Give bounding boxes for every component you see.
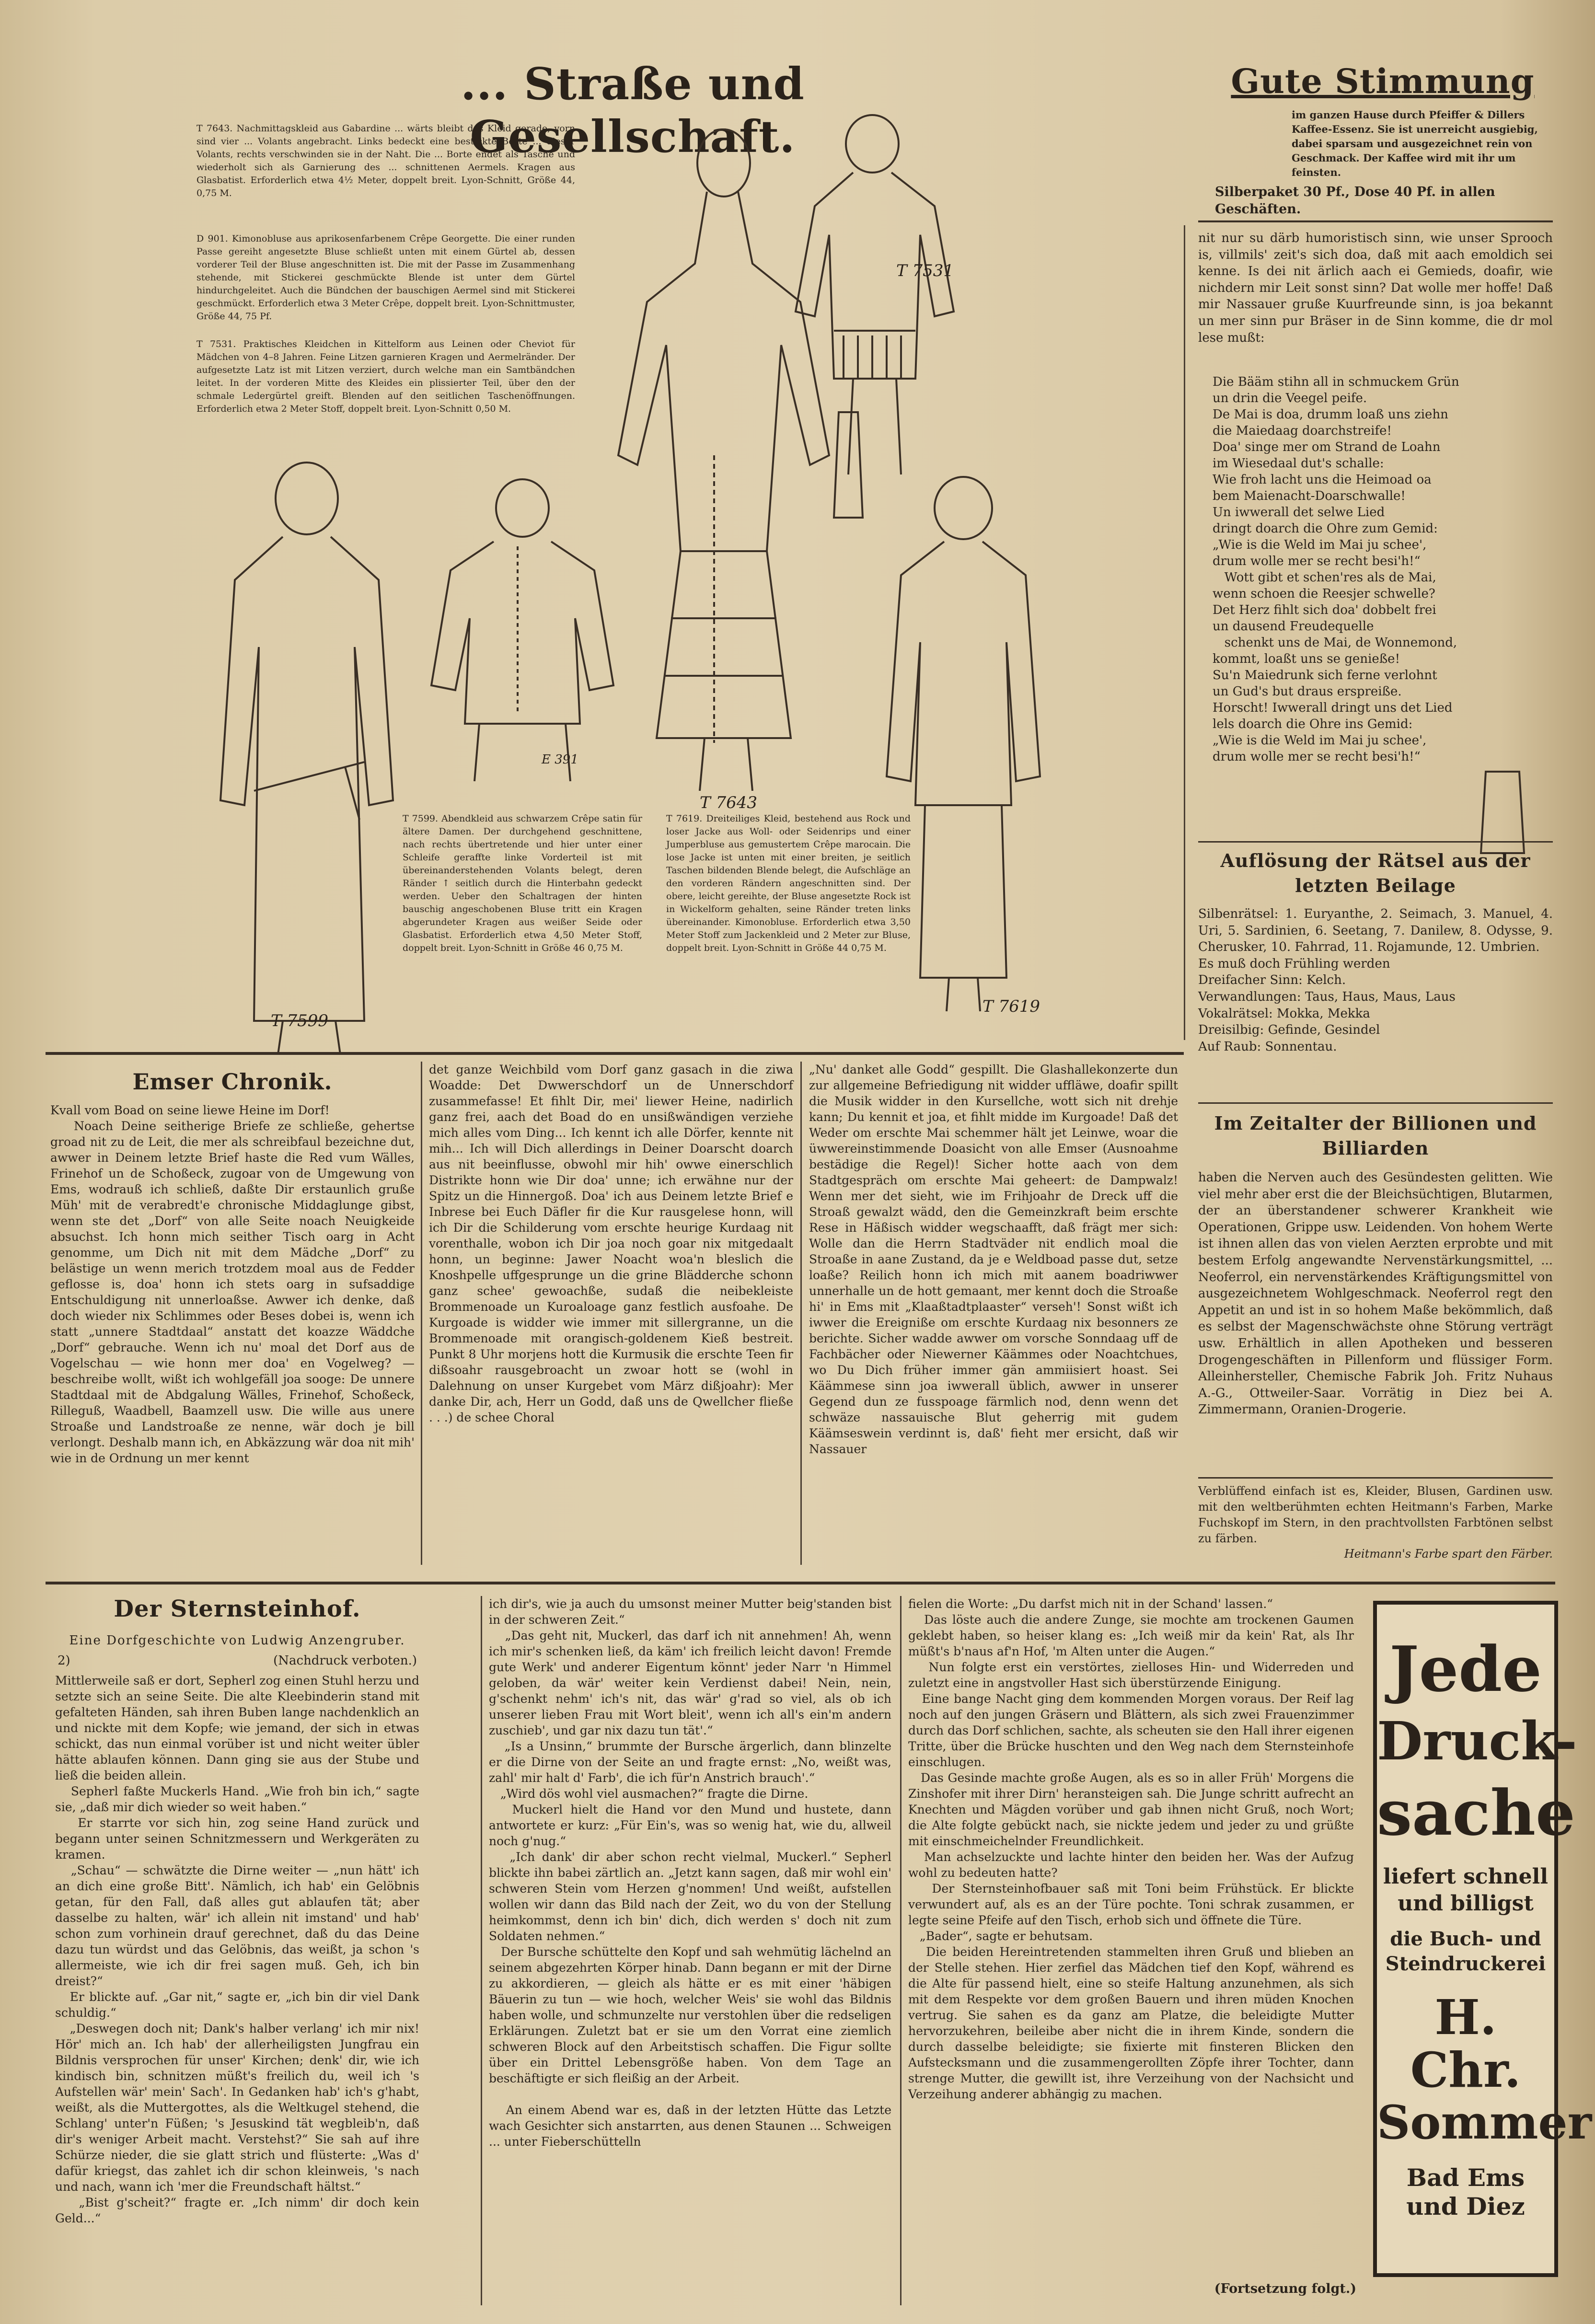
fashion-label-t7599: T 7599 (271, 1011, 329, 1030)
ad-druck-hchr: H. Chr. (1410, 1989, 1521, 2098)
ad-druck-liefert: liefert schnell und billigst (1383, 1864, 1549, 1916)
emser-chronik-heading: Emser Chronik. (132, 1069, 333, 1095)
fashion-caption-d901: D 901. Kimonobluse aus aprikosenfarbenem Crêpe Georgette. Die einer runden Passe gereiht angesetzte Bluse schließt unten mit einem Gürtel ab, dessen vorderer Teil der Bluse angeschnitten ist. Die mit der Passe im Zusammenhang stehende, mit Stickerei geschmückte Blende ist unter dem Gürtel hindurchgeleitet. Auch die Bündchen der bauschigen Aermel sind mit Stickerei geschmückt. Erforderlich etwa 3 Meter Crêpe, doppelt breit. Lyon-Schnittmuster, Größe 44, 75 Pf. (196, 233, 575, 322)
ad-druck-orte: Bad Ems und Diez (1406, 2163, 1525, 2220)
fashion-figure-t7619 (867, 470, 1059, 1021)
ad-kaffee-divider (1198, 220, 1553, 222)
sternsteinhof-col2: ich dir's, wie ja auch du umsonst meiner Mutter beig'standen bist in der schweren Zeit.“ „Das geht nit, Muckerl, das darf ich nit annehmen! Ah, wenn ich mir's schenken ließ, da käm' ich freilich leicht davon! Fremde gute Werk' und anderer Eigentum könnt' jeder Narr 'n Himmel geloben, da wär' weiter kein Verdienst dabei! Nein, nein, g'schenkt nehm' ich's nit, das wär' g'rad so viel, als ob ich unserer lieben Frau mit Wort bleit', wenn ich all's ein'm andern zuschieb', und gar nix dazu tun tät'.“ „Is a Unsinn,“ brummte der Bursche ärgerlich, dann blinzelte er die Dirne von der Seite an und fragte ernst: „No, weißt was, zahl' mir halt d' Farb', die ich für'n Anstrich brauch'.“ „Wird dös wohl viel ausmachen?“ fragte die Dirne. Muckerl hielt die Hand vor den Mund und hustete, dann antwortete er kurz: „Für Ein's, was so wenig hat, wie du, allweil noch g'nug.“ „Ich dank' dir aber schon recht vielmal, Muckerl.“ Sepherl blickte ihn babei zärtlich an. „Jetzt kann sagen, daß mir wohl ein' schweren Stein vom Herzen g'nommen! Und weißt, aufstellen wollen wir dann das Bild nach der Zeit, wo du von der Stellung heimkommst, denn ich bin' dich, dich werden s' doch nit zum Soldaten nehmen.“ Der Bursche schüttelte den Kopf und sah wehmütig lächelnd an seinem abgezehrten Körper hinab. Dann begann er mit der Dirne zu akkordieren, — gleich als hätte er es mit einer 'häbigen Bäuerin zu tun — wie hoch, welcher Weis' sie wohl das Bildnis haben wolle, und schmunzelte nur verstohlen über die redseligen Erklärungen. Zuletzt bat er sie um den Vorrat eine ziemlich schweren Block auf den Arbeitstisch schaffen. Die Figur sollte über ein Drittel Lebensgröße haben. Von dem Tage an beschäftigte er sich fleißig an der Arbeit. An einem Abend war es, daß in der letzten Hütte das Letzte wach Gesichter sich anstarrten, aus denen Staunen ... Schweigen ... unter Fieberschüttelln (489, 1597, 892, 2149)
heitmann-tag: Heitmann's Farbe spart den Färber. (1344, 1547, 1553, 1561)
dialect-verses: Die Bääm stihn all in schmuckem Grün un drin die Veegel peife. De Mai is doa, drumm loaß uns ziehn die Maiedaag doarchstreife! Doa' singe mer om Strand de Loahn im Wiesedaal dut's schalle: Wie froh lacht uns die Heimoad oa bem Maienacht-Doarschwalle! Un iwwerall det selwe Lied dringt doarch die Ohre zum Gemid: „Wie is die Weld im Mai ju schee', drum wolle mer se recht besi'h!“ Wott gibt et schen'res als de Mai, wenn schoen die Reesjer schwelle? Det Herz fihlt sich doa' dobbelt frei un dausend Freudequelle schenkt uns de Mai, de Wonnemond, kommt, loaßt uns se genieße! Su'n Maiedrunk sich ferne verlohnt un Gud's but draus erspreiße. Horscht! Iwwerall dringt uns det Lied lels doarch die Ohre ins Gemid: „Wie is die Weld im Mai ju schee', drum wolle mer se recht besi'h!“ (1213, 375, 1459, 764)
divider-billionen-notice (1198, 1477, 1553, 1479)
fashion-label-t7643: T 7643 (700, 793, 758, 812)
fashion-caption-t7599: T 7599. Abendkleid aus schwarzem Crêpe satin für ältere Damen. Der durchgehend geschnittene, nach rechts übertretende und hier unter einer Schleife geraffte linke Vorderteil ist mit übereinanderstehenden Volants belegt, deren Ränder ↑ seitlich durch die Hinterbahn gedeckt werden. Ueber den Schaltragen der hinten bauschig angeschobenen Bluse tritt ein Kragen abgerundeter Kragen aus weißer Seide oder Glasbatist. Erforderlich etwa 4,50 Meter Stoff, doppelt breit. Lyon-Schnitt in Größe 46 0,75 M. (403, 813, 642, 953)
column-rule-stern-2 (900, 1596, 902, 2305)
fashion-figure-t7599 (201, 455, 412, 1064)
billionen-body: haben die Nerven auch des Gesündesten gelitten. Wie viel mehr aber erst die der Bleichsüchtigen, Blutarmen, der an überstandener schwerer Krankheit wie Operationen, Grippe usw. Leidenden. Von hohem Werte ist ihnen allen das von vielen Aerzten erprobte und mit bestem Erfolg angewandte Nervenstärkungsmittel, ... Neoferrol, ein nervenstärkendes Kräftigungsmittel von ausgezeichnetem Wohlgeschmack. Neoferrol regt den Appetit an und ist in so hohem Maße bekömmlich, daß es selbst der Magenschwächste ohne Störung verträgt usw. Erhältlich in allen Apotheken und besseren Drogengeschäften in Pillenform und flüssiger Form. Alleinhersteller, Chemische Fabrik Joh. Fritz Nuhaus A.-G., Ottweiler-Saar. Vorrätig in Diez bei A. Zimmermann, Oranien-Drogerie. (1198, 1170, 1557, 1417)
section-title-strasse-gesellschaft: ... Straße und Gesellschaft. (461, 58, 805, 162)
ad-druckerei-sommer (1373, 1601, 1592, 2277)
ad-kaffee-essenz (1215, 60, 1550, 218)
column-rule-stern-1 (481, 1596, 482, 2305)
billionen-heading: Im Zeitalter der Billionen und Billiarden (1214, 1112, 1537, 1159)
ad-druck-buch: die Buch- und Steindruckerei (1385, 1928, 1546, 1975)
emser-chronik-col2: det ganze Weichbild vom Dorf ganz gasach in die ziwa Woadde: Det Dwwerschdorf un de Unnerschdorf zusammefasse! Et fihlt Dir, mei' liewer Heine, nadirlich ganz frei, aach det Boad do en unsißwändigen verziehe mich alles vom Ding... Ich kennt ich alle Dörfer, kennte nit mih... Ich will Dich allerdings in Deiner Doarscht doarch aus nit beeinflusse, obwohl mir hih' owwe einerschlich Distrikte honn wie Dir doa' unne; ich erwähne nur der Spitz un die Hinnergoß. Doa' ich aus Deinem letzte Brief e Inbrese bei Euch Däfler fir die Kur rausgelese honn, will ich Dir die Schilderung vom erschte heurige Kurdaag nit vorenthalle, wobon ich Dir joa noch goar nix mitgedaalt honn, un beginne: Jawer Noacht woa'n bleslich die Knoshpelle uffgesprunge un die grine Blädderche schonn ganz schee' gewoachße, sudaß die neibekleiste Brommenoade un Kuroaloage ganz festlich ausfoahe. De Kurgoade is widder wie immer mit sillergranne, un die Brommenoade mit orangisch-goldenem Kieß bestreit. Punkt 8 Uhr morjens hott die Kurmusik die erschte Teen fir dißsoahr rausgebroacht un zwoar hott se (wohl in Dalehnung on unser Kurgebet vom März dißjoahr): Mer danke Dir, ach, Herr un Godd, daß uns de Qwellcher fließe . . .) de schee Choral (429, 1063, 797, 1424)
raetsel-body: Silbenrätsel: 1. Euryanthe, 2. Seimach, 3. Manuel, 4. Uri, 5. Sardinien, 6. Seetang, 7. Danilew, 8. Odysse, 9. Cherusker, 10. Fahrrad, 11. Rojamunde, 12. Umbrien. Es muß doch Frühling werden Dreifacher Sinn: Kelch. Verwandlungen: Taus, Haus, Maus, Laus Vokalrätsel: Mokka, Mekka Dreisilbig: Gefinde, Gesindel Auf Raub: Sonnentau. (1198, 907, 1553, 1054)
emser-chronik-col1: Kvall vom Boad on seine liewe Heine im Dorf! Noach Deine seitherige Briefe ze schließe, gehertse groad nit zu de Leit, die mer als schreibfaul bezeichne dut, awwer in Deinem letzte Brief haste die Red vum Wälles, Frinehof un de Schoßeck, zugoar von de Umgewung von Ems, wodrauß ich schließ, daßte Dir erstaunlich gruße Müh' mit de verabredt'e chronische Middaglunge gibst, wenn ste det „Dorf“ von alle Seite noach Neuigkeide absuchst. Ich honn mich seither Tisch oarg in Acht genomme, um Dich nit mit dem Mädche „Dorf“ zu belästige un wenn merich trotzdem moal aus de Fedder geflosse is, doa' honn ich stets oarg in sufsaddige Entschuldigung nit unnerloaßse. Awwer ich denke, daß doch wieder nix Schlimmes oder Beses dobei is, wenn ich statt „unnere Stadtdaal“ anstatt det koazze Wäddche „Dorf“ gebrauche. Wenn ich nu' moal det Dorf aus de Vogelschau — wie honn mer doa' en Vogelweg? — beschreibe wollt, wißt ich wohlgefäll joa sooge: De unnere Stadtdaal mit de Abdgalung Wälles, Frinehof, Schoßeck, Rilleguß, Waadbell, Baamzell usw. Die wille aus unere Stroaße und Landstroaße ze nenne, wär doch je bill verlongt. Deshalb mann ich, en Abkäzzung wär doa nit mih' wie in de Ordnung un mer kennt (50, 1103, 415, 1465)
ad-kaffee-body: im ganzen Hause durch Pfeiffer & Dillers Kaffee-Essenz. Sie ist unerreicht ausgiebig, dabei sparsam und ausgezeichnet rein von Geschmack. Der Kaffee wird mit ihr um feinsten. (1292, 109, 1538, 178)
fashion-caption-t7643: T 7643. Nachmittagskleid aus Gabardine ... wärts bleibt das Kleid gerade, vorn sind vier ... Volants angebracht. Links bedeckt eine bestickte Borte ... dieser Volants, rechts verschwinden sie in der Naht. Die ... Borte endet als Tasche und wiederholt sich als Garnierung des ... schnittenen Aermels. Kragen aus Glasbatist. Erforderlich etwa 4½ Meter, doppelt breit. Lyon-Schnitt, Größe 44, 0,75 M. (196, 123, 575, 198)
sternsteinhof-reprint: (Nachdruck verboten.) (273, 1653, 417, 1668)
fashion-figure-t7531 (776, 110, 968, 494)
column-rule-chronik-1 (421, 1062, 422, 1565)
raetsel-heading: Auflösung der Rätsel aus der letzten Beilage (1220, 850, 1531, 896)
sternsteinhof-byline: Eine Dorfgeschichte von Ludwig Anzengruber. (69, 1633, 405, 1648)
fashion-label-e391: E 391 (542, 752, 578, 767)
sternsteinhof-col3: fielen die Worte: „Du darfst mich nit in der Schand' lassen.“ Das löste auch die andere Zunge, sie mochte am trockenen Gaumen geklebt haben, so heiser klang es: „Ich weiß mir da kein' Rat, als Ihr müßt's b'naus af'n Hof, 'm Alten unter die Augen.“ Nun folgte erst ein verstörtes, zielloses Hin- und Widerreden und zuletzt eine in angstvoller Hast sich überstürzende Einigung. Eine bange Nacht ging dem kommenden Morgen voraus. Der Reif lag noch auf den jungen Gräsern und Blättern, als sich zwei Frauenzimmer durch das Dorf schlichen, sachte, als scheuten sie den Hall ihrer eigenen Tritte, über die Brücke huschten und den Weg nach dem Sternsteinhofe einschlugen. Das Gesinde machte große Augen, als es so in aller Früh' Morgens die Zinshofer mit ihrer Dirn' heransteigen sah. Die Junge schritt aufrecht an Knechten und Mägden vorüber und gab ihnen nicht Gruß, noch Wort; die Alte folgte gebückt nach, sie nickte jedem und jeder zu und grüßte mit einschmeichelnder Freundlichkeit. Man achselzuckte und lachte hinter den beiden her. Was der Aufzug wohl zu bedeuten hatte? Der Sternsteinhofbauer saß mit Toni beim Frühstück. Er blickte verwundert auf, als es an der Türe pochte. Toni schrak zusammen, er legte seine Pfeife auf den Tisch, erhob sich und öffnete die Türe. „Bader“, sagte er behutsam. Die beiden Hereintretenden stammelten ihren Gruß und blieben an der Stelle stehen. Hier zerfiel das Mädchen tief den Kopf, während es die Alte für passend hielt, eine so steife Haltung anzunehmen, als sich mit dem Respekte vor dem großen Bauern und ihren müden Knochen vertrug. Sie sahen es da ganz am Platze, die beleidigte Mutter hervorzukehren, beileibe aber nicht die in ihrem Kinde, sondern die durch dasselbe beleidigte; sie fixierte mit finsteren Blicken den Aufstecksmann und die zusammengerollten Zöpfe ihrer Tochter, dann strenge Mutter, die gewillt ist, ihre Verzeihung von der Nachsicht und Verzeihung anderer abhängig zu machen. (908, 1597, 1354, 2101)
ad-kaffee-price: Silberpaket 30 Pf., Dose 40 Pf. in allen Geschäften. (1215, 185, 1495, 217)
column-rule-right-top (1184, 225, 1185, 1040)
emser-chronik-col3: „Nu' danket alle Godd“ gespillt. Die Glashallekonzerte dun zur allgemeine Befriedigung nit widder uffläwe, doafir spillt die Musik widder in den Kursellche, wott sich nit drehje kann; Du kennit et joa, et fihlt midde im Kurgoade! Daß det Weder om erschte Mai schemmer hält jet Leinwe, woar die üwwereinstimmende Doasicht von alle Emser (Ausnoahme bestädige die Regel)! Sicher hotte aach von dem Stadtgespräch om erschte Mai geheert: de Dampwalz! Wenn mer det sieht, wie im Frihjoahr de Dreck uff die Stroaß gewalzt wädd, den die Gemeinzkraft beim erschte Rese in Häßisch widder wegschaafft, daß frägt mer sich: Wolle dan die Herrn Stadtväder nit endlich moal die Stroaße in aane Zustand, da je e Weldboad passe dut, setze loaße? Reilich honn ich mich mit aanem boadriwwer unnerhalle un de hott gemaant, mer kennt doch die Stroaße hi' in Ems mit „Klaaßtadtplaaster“ verseh'! Sonst wißt ich iwwer die Ereigniße om erschte Kurdaag nix besonners ze berichte. Sicher wadde awwer om vorsche Sonndaag uff de Fachbächer oder Niewerner Käämmes oder Noachtchues, wo Du Dich früher immer gän ammiisiert hoast. Sei Käämmese sinn joa iwwerall üblich, awwer in unserer Gegend dun ze fusspoage färmlich nod, denn wenn det schwäze nassauische Blut geherrig mit gudem Käämseswein verdinnt is, daß' fieht mer ersicht, daß wir Nassauer (809, 1063, 1182, 1456)
fashion-figure-hat (829, 403, 867, 527)
sternsteinhof-chapter: 2) (58, 1653, 70, 1668)
ad-druck-druck: Druck- (1377, 1710, 1577, 1772)
sternsteinhof-col1: Mittlerweile saß er dort, Sepherl zog einen Stuhl herzu und setzte sich an seine Seite. Die alte Kleebinderin stand mit gefalteten Händen, sah ihren Buben lange nachdenklich an und nickte mit dem Kopfe; wie jemand, der sich in etwas schickt, das nun einmal vorüber ist und nicht weiter übler hätte ablaufen können. Dann ging sie aus der Stube und ließ die beiden allein. Sepherl faßte Muckerls Hand. „Wie froh bin ich,“ sagte sie, „daß mir dich wieder so weit haben.“ Er starrte vor sich hin, zog seine Hand zurück und begann unter seinen Schnitzmessern und Werkgeräten zu kramen. „Schau“ — schwätzte die Dirne weiter — „nun hätt' ich an dich eine große Bitt'. Nämlich, ich hab' ein Gelöbnis getan, für den Fall, daß alles gut ablaufen tät; aber dasselbe zu halten, wär' ich allein nit imstand' und hab' schon zum vorhinein drauf gerechnet, daß du das Deine dazu tun würdst und das Gelöbnis, das weißt, ja schon 's allermeiste, wie ich dir frei sagen muß. Geh, ich bin dreist?“ Er blickte auf. „Gar nit,“ sagte er, „ich bin dir viel Dank schuldig.“ „Deswegen doch nit; Dank's halber verlang' ich mir nix! Hör' mich an. Ich hab' der allerheiligsten Jungfrau ein Bildnis versprochen für unser' Kirchen; denk' dir, wie ich kindisch bin, schnitzen müßt's freilich du, weil ich 's Aufstellen wär' mein' Sach'. In Gedanken hab' ich's g'habt, weißt, als die Muttergottes, als die Weltkugel stehend, die Schlang' unter'n Füßen; 's Jesuskind tät wegbleib'n, daß dir's weniger Arbeit macht. Verstehst?“ Sie sah auf ihre Schürze nieder, die sie glatt strich und flüsterte: „Was d' dafür kriegst, das zahlet ich dir schon kleinweis, 's nach und nach, wann ich 'mer die Freundschaft hältst.“ „Bist g'scheit?“ fragte er. „Ich nimm' dir doch kein Geld...“ (55, 1674, 420, 2225)
fashion-label-t7531: T 7531 (896, 261, 954, 280)
column-rule-chronik-2 (800, 1062, 802, 1565)
ad-druck-jede: Jede (1389, 1632, 1542, 1706)
divider-fashion-chronik (46, 1052, 1184, 1055)
sternsteinhof-continuation: (Fortsetzung folgt.) (1214, 2281, 1356, 2296)
sternsteinhof-heading: Der Sternsteinhof. (114, 1596, 361, 1622)
divider-raetsel-billionen (1198, 1102, 1553, 1104)
fashion-caption-t7619: T 7619. Dreiteiliges Kleid, bestehend aus Rock und loser Jacke aus Woll- oder Seidenrips und einer Jumperbluse aus gemustertem Crêpe marocain. Die lose Jacke ist unten mit einer breiten, je seitlich Taschen bildenden Blende belegt, die Aufschläge an den vorderen Rändern angeschnitten sind. Der obere, leicht gereihte, der Bluse angesetzte Rock ist in Wickelform gehalten, seine Ränder treten links übereinander. Kimonobluse. Erforderlich etwa 3,50 Meter Stoff zum Jackenkleid und 2 Meter zur Bluse, doppelt breit. Lyon-Schnitt in Größe 44 0,75 M. (666, 813, 911, 953)
dialect-intro: nit nur su därb humoristisch sinn, wie unser Sprooch is, villmils' zeit's sich doa, daß mit aach emoldich sei kenne. Is dei nit ärlich aach ei Gemieds, doafir, wie nichdern mir Leit sonst sinn? Dat wolle mer hoffe! Daß mir Nassauer gruße Kuurfreunde sinn, is joa bekannt un mer sinn pur Bräser in de Sinn komme, die dr mol lese mußt: (1198, 231, 1557, 345)
fashion-figure-e391 (422, 474, 623, 786)
divider-chronik-sternsteinhof (46, 1582, 1555, 1584)
ad-kaffee-brand: Gute Stimmung (1231, 61, 1535, 101)
fashion-caption-t7531: T 7531. Praktisches Kleidchen in Kittelform aus Leinen oder Cheviot für Mädchen von 4–8 Jahren. Feine Litzen garnieren Kragen und Aermelränder. Der aufgesetzte Latz ist mit Litzen verziert, durch welche man ein Samtbändchen leitet. In der vorderen Mitte des Kleides ein plissierter Teil, über den der schmale Ledergürtel greift. Blenden auf den seitlichen Taschenöffnungen. Erforderlich etwa 2 Meter Stoff, doppelt breit. Lyon-Schnitt 0,50 M. (196, 339, 575, 414)
ad-druck-sommer: Sommer (1377, 2095, 1592, 2150)
fashion-label-t7619: T 7619 (982, 997, 1040, 1016)
heitmann-notice: Verblüffend einfach ist es, Kleider, Blusen, Gardinen usw. mit den weltberühmten echten Heitmann's Farben, Marke Fuchskopf im Stern, in den prachtvollsten Farbtönen selbst zu färben. (1198, 1484, 1557, 1545)
divider-poem-raetsel (1198, 841, 1553, 843)
ad-druck-sache: sache (1377, 1776, 1575, 1850)
